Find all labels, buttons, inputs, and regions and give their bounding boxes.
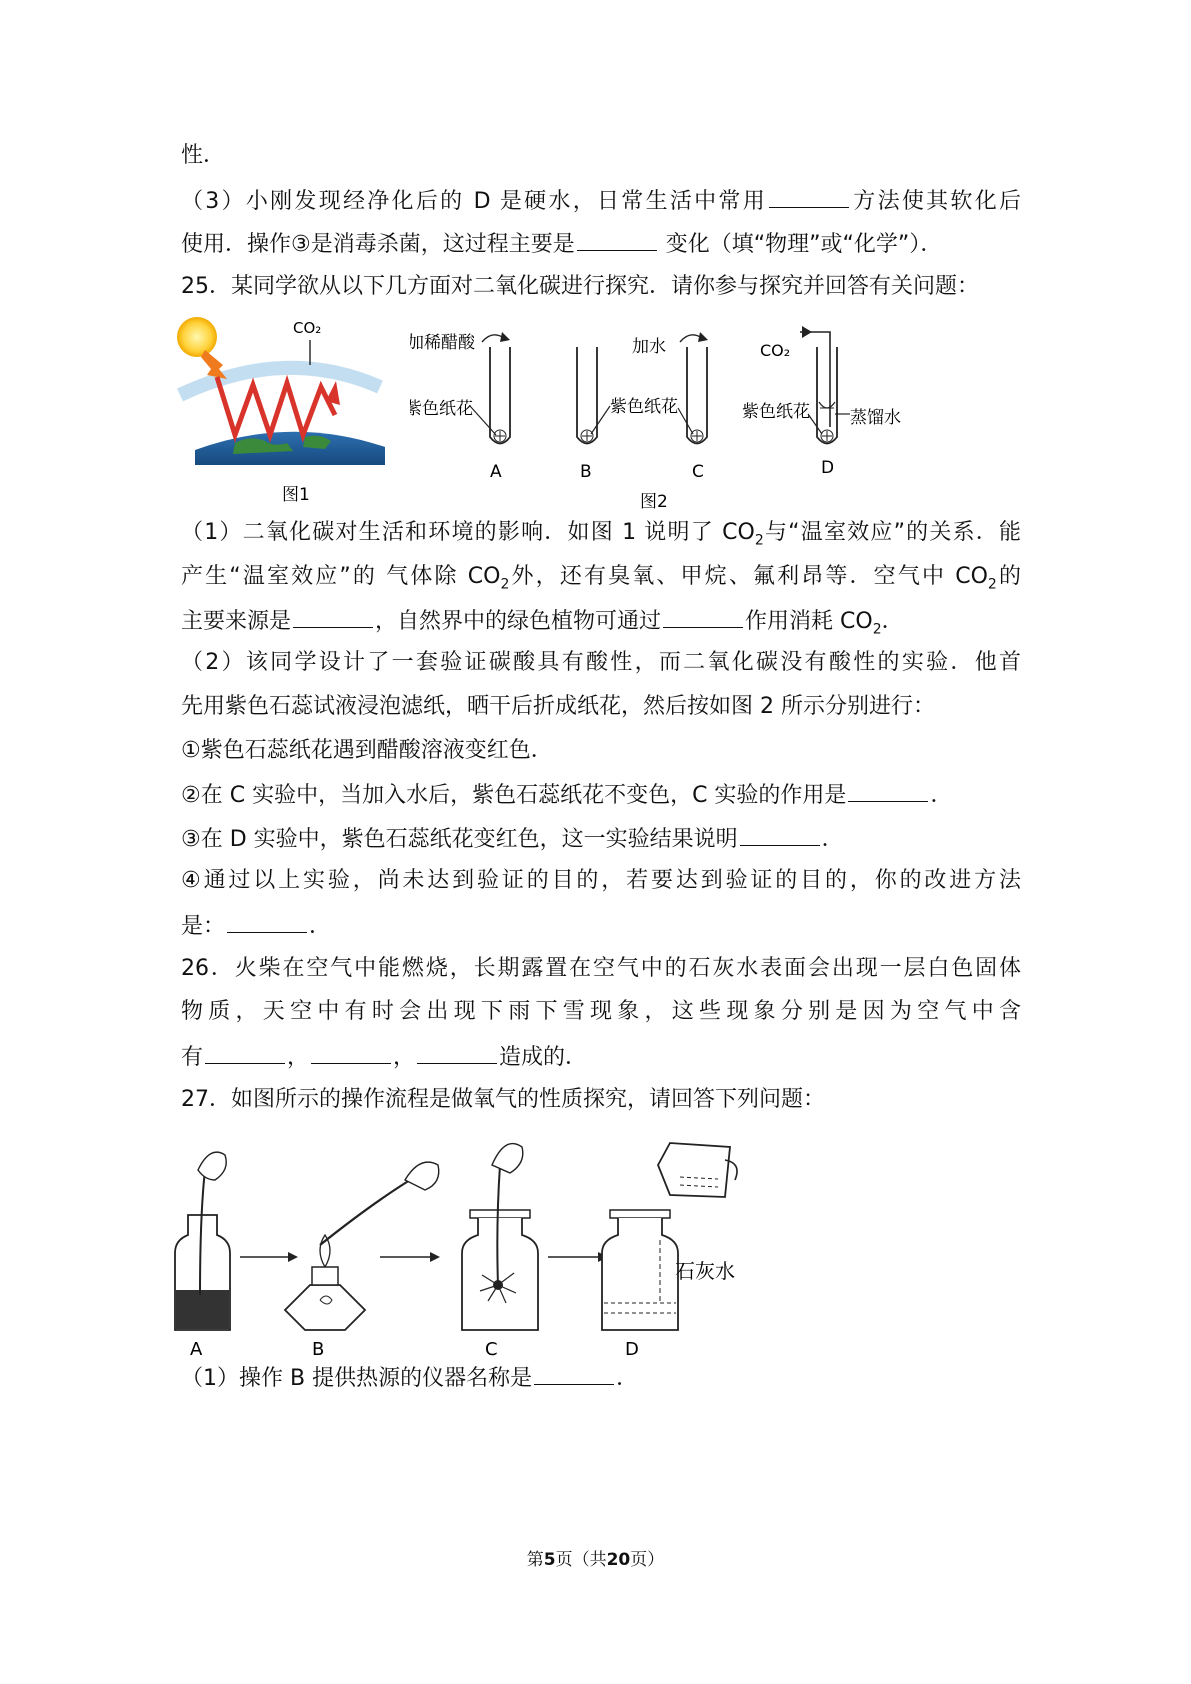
sunlight-arrow bbox=[201, 350, 227, 379]
answer-blank[interactable] bbox=[417, 1041, 497, 1064]
text-line: 使用．操作③是消毒杀菌，这过程主要是 变化（填“物理”或“化学”）． bbox=[181, 228, 1021, 260]
tube-label-c: C bbox=[692, 462, 704, 482]
beaker-icon bbox=[658, 1143, 730, 1197]
figure-2-caption: 图2 bbox=[640, 492, 668, 512]
hand-icon bbox=[198, 1152, 226, 1180]
hand-icon bbox=[405, 1162, 439, 1190]
figure-1-caption: 图1 bbox=[282, 485, 310, 505]
step-c-bottle bbox=[462, 1144, 538, 1330]
co2-label: CO₂ bbox=[293, 319, 322, 337]
answer-blank[interactable] bbox=[577, 228, 657, 251]
text-line: ①紫色石蕊纸花遇到醋酸溶液变红色． bbox=[181, 738, 553, 763]
question-27: 27．如图所示的操作流程是做氧气的性质探究，请回答下列问题： bbox=[181, 1087, 825, 1112]
text-line: ④通过以上实验，尚未达到验证的目的，若要达到验证的目的，你的改进方法 bbox=[181, 868, 1021, 893]
answer-blank[interactable] bbox=[848, 779, 928, 802]
page-number: 5 bbox=[543, 1550, 556, 1570]
text-line: ②在 C 实验中，当加入水后，紫色石蕊纸花不变色，C 实验的作用是 ． bbox=[181, 779, 1021, 811]
answer-blank[interactable] bbox=[311, 1041, 391, 1064]
step-a-bottle bbox=[175, 1152, 230, 1330]
answer-blank[interactable] bbox=[534, 1362, 614, 1385]
answer-blank[interactable] bbox=[740, 823, 820, 846]
tube-label-a: A bbox=[490, 462, 502, 482]
sun-icon bbox=[177, 317, 217, 357]
answer-blank[interactable] bbox=[769, 185, 849, 208]
figure-oxygen-procedure bbox=[170, 1125, 790, 1370]
figure-1-greenhouse bbox=[175, 305, 405, 510]
tube-label-d: D bbox=[821, 458, 835, 478]
text-line: 性． bbox=[181, 143, 226, 168]
text-line: ③在 D 实验中，紫色石蕊纸花变红色，这一实验结果说明 ． bbox=[181, 823, 1021, 855]
flower-label-b: 紫色纸花 bbox=[610, 397, 678, 417]
text-line: （1）操作 B 提供热源的仪器名称是 ． bbox=[181, 1362, 1021, 1394]
tube-label-b: B bbox=[580, 462, 592, 482]
step-label-a: A bbox=[190, 1339, 203, 1360]
text-line: 物质，天空中有时会出现下雨下雪现象，这些现象分别是因为空气中含 bbox=[181, 999, 1021, 1024]
step-d-bottle bbox=[602, 1143, 737, 1330]
question-25: 25．某同学欲从以下几方面对二氧化碳进行探究．请你参与探究并回答有关问题： bbox=[181, 274, 979, 299]
text-line: 主要来源是 ，自然界中的绿色植物可通过 作用消耗 $CO_2$． bbox=[181, 605, 1021, 644]
co2-inlet-label: CO₂ bbox=[760, 341, 791, 360]
answer-blank[interactable] bbox=[227, 910, 307, 933]
answer-blank[interactable] bbox=[663, 605, 743, 628]
tube-a bbox=[470, 332, 510, 444]
figure-2-litmus-experiments bbox=[410, 322, 995, 514]
text-line: 是： ． bbox=[181, 910, 1021, 942]
step-label-c: C bbox=[485, 1339, 498, 1360]
flower-label-d: 紫色纸花 bbox=[742, 402, 810, 422]
limewater-label: 石灰水 bbox=[675, 1259, 735, 1283]
flower-label-a: 紫色纸花 bbox=[410, 399, 473, 419]
text-line: （3）小刚发现经净化后的 D 是硬水，日常生活中常用 方法使其软化后 bbox=[181, 185, 1021, 217]
tube-b bbox=[577, 347, 610, 444]
step-label-b: B bbox=[312, 1339, 325, 1360]
text-line: 有 ， ， 造成的． bbox=[181, 1041, 1021, 1073]
tube-c bbox=[678, 332, 708, 444]
water-label: 加水 bbox=[632, 337, 666, 357]
text-line: （1）二氧化碳对生活和环境的影响．如图 1 说明了 $CO_2$与“温室效应”的关系．能 bbox=[181, 520, 1022, 549]
step-b-alcohol-lamp bbox=[285, 1162, 439, 1330]
step-label-d: D bbox=[625, 1339, 639, 1360]
tube-d bbox=[800, 326, 850, 444]
question-26: 26．火柴在空气中能燃烧，长期露置在空气中的石灰水表面会出现一层白色固体 bbox=[181, 956, 1021, 981]
text-line: 先用紫色石蕊试液浸泡滤纸，晒干后折成纸花，然后按如图 2 所示分别进行： bbox=[181, 694, 935, 719]
infrared-zigzag bbox=[217, 377, 335, 435]
page-footer: 第5页（共20页） bbox=[526, 1550, 665, 1570]
answer-blank[interactable] bbox=[205, 1041, 285, 1064]
answer-blank[interactable] bbox=[293, 605, 373, 628]
text-line: （2）该同学设计了一套验证碳酸具有酸性，而二氧化碳没有酸性的实验．他首 bbox=[181, 650, 1021, 675]
text-line: 产生“温室效应”的 气体除 $CO_2$外，还有臭氧、甲烷、氟利昂等．空气中 $CO_2$的 bbox=[181, 564, 1021, 593]
page-total: 20 bbox=[606, 1550, 631, 1570]
distilled-water-label: 蒸馏水 bbox=[850, 408, 901, 428]
hand-icon bbox=[492, 1144, 523, 1173]
acid-label: 加稀醋酸 bbox=[410, 333, 475, 353]
